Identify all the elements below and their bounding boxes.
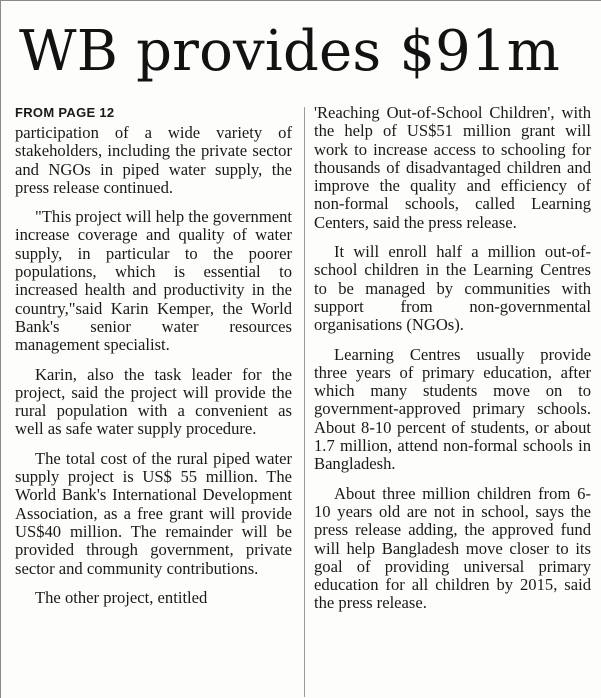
headline: WB provides $91m — [19, 19, 561, 84]
paragraph: "This project will help the government increase coverage and quality of water supply, in particular to the poorer populations, which is essential to increased health and productivity in the country,"said Karin Kemper, the World Bank's senior water resources management specialist. — [15, 207, 293, 355]
paragraph: Karin, also the task leader for the project, said the project will provide the rural population with a convenient as well as safe water supply procedure. — [15, 364, 292, 439]
column-divider — [304, 107, 305, 697]
paragraph: It will enroll half a million out-of-school children in the Learning Centres to be managed by communities with support from non-governmental organisations (NGOs). — [314, 242, 591, 335]
right-column — [314, 104, 591, 624]
paragraph: The total cost of the rural piped water supply project is US$ 55 million. The World Bank's International Development Association, as a free grant will provide US$40 million. The remainder will be provided through government, private sector and community contributions. — [15, 448, 292, 578]
continuation-kicker: FROM PAGE 12 — [15, 105, 115, 120]
paragraph: 'Reaching Out-of-School Children', with the help of US$51 million grant will work to increase access to schooling for thousands of disadvantaged children and improve the quality and efficiency of non-formal schools, called Learning Centers, said the press release. — [314, 103, 591, 232]
left-column — [15, 105, 292, 618]
paragraph: About three million children from 6-10 years old are not in school, says the press release adding, the approved fund will help Bangladesh move closer to its goal of providing universal primary education for all children by 2015, said the press release. — [314, 483, 591, 613]
paragraph: The other project, entitled — [35, 587, 208, 607]
paragraph: participation of a wide variety of stakeholders, including the private sector and NGOs in piped water supply, the press release continued. — [15, 123, 292, 197]
paragraph: Learning Centres usually provide three years of primary education, after which many students move on to government-approved primary schools. About 8-10 percent of students, or about 1.7 million, attend non-formal schools in Bangladesh. — [314, 344, 591, 474]
